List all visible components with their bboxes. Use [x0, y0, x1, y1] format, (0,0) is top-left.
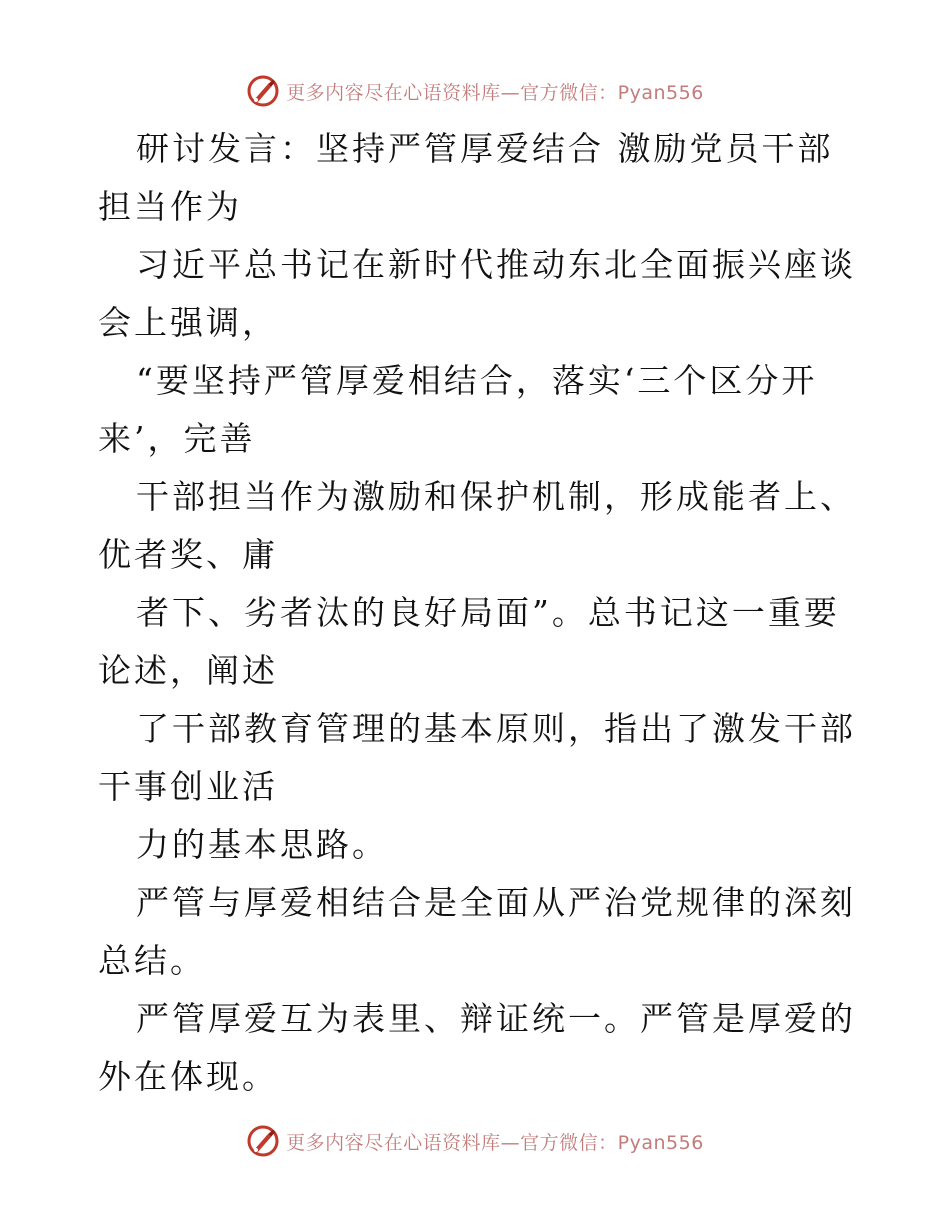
document-paragraph-title: 研讨发言：坚持严管厚爱结合 激励党员干部担当作为 — [98, 129, 834, 226]
document-paragraph: 了干部教育管理的基本原则，指出了激发干部干事创业活 — [98, 709, 856, 806]
document-paragraph: 干部担当作为激励和保护机制，形成能者上、优者奖、庸 — [98, 477, 856, 574]
document-paragraph: 严管厚爱互为表里、辩证统一。严管是厚爱的外在体现。 — [98, 999, 856, 1096]
document-paragraph: 严管与厚爱相结合是全面从严治党规律的深刻总结。 — [98, 883, 856, 980]
document-paragraph: 习近平总书记在新时代推动东北全面振兴座谈会上强调， — [98, 245, 856, 342]
header-banner — [0, 74, 950, 108]
document-paragraph: 者下、劣者汰的良好局面”。总书记这一重要论述，阐述 — [98, 593, 840, 690]
header-banner-text: 更多内容尽在心语资料库—官方微信：Pyan556 — [286, 81, 704, 104]
document-paragraph: 力的基本思路。 — [136, 825, 388, 864]
document-paragraph: “要坚持严管厚爱相结合，落实‘三个区分开来’，完善 — [98, 361, 818, 458]
footer-banner-text: 更多内容尽在心语资料库—官方微信：Pyan556 — [286, 1131, 704, 1154]
document-body — [98, 120, 858, 1106]
footer-banner — [0, 1124, 950, 1158]
pen-logo-icon — [246, 74, 280, 108]
footer-banner-inner — [246, 1124, 704, 1158]
pen-logo-icon — [246, 1124, 280, 1158]
header-banner-inner — [246, 74, 704, 108]
